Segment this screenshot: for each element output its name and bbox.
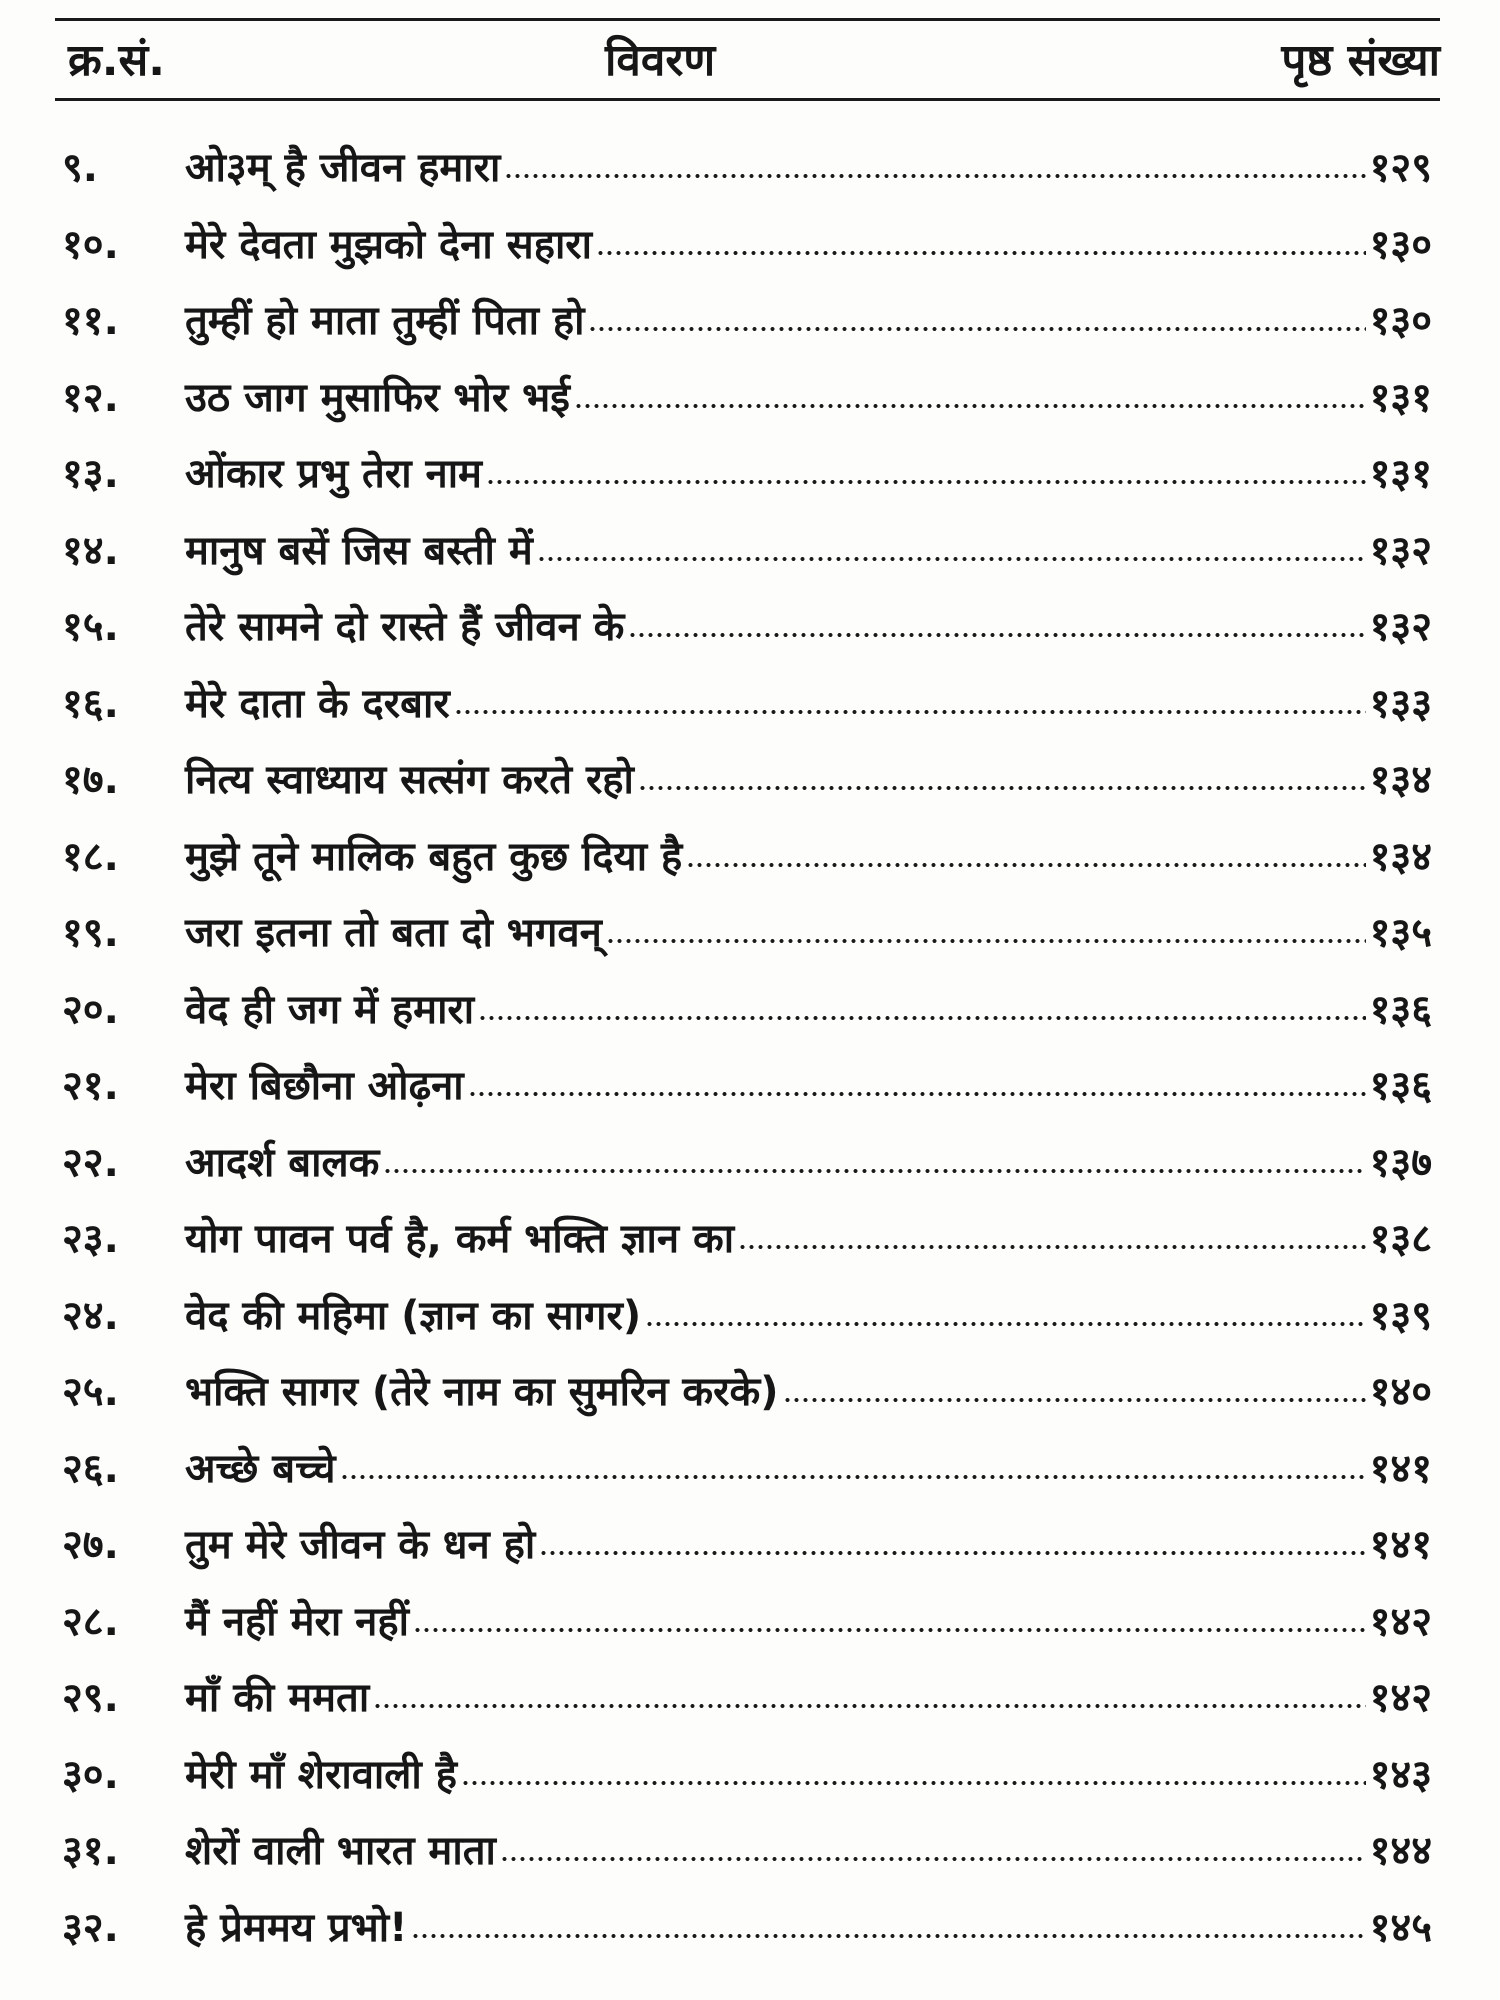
header-bottom-rule: [55, 98, 1440, 101]
toc-row: [0, 819, 1500, 896]
entry-serial-number: १०.: [62, 221, 119, 268]
entry-title: हे प्रेममय प्रभो!: [185, 1904, 408, 1951]
entry-serial-number: २०.: [62, 986, 119, 1033]
entry-serial-number: २७.: [62, 1522, 119, 1568]
entry-line: [185, 1368, 1432, 1416]
entry-page-number: १४१: [1369, 1445, 1432, 1492]
entry-line: [185, 221, 1432, 269]
dot-leader: [539, 1547, 1365, 1559]
entry-title: भक्ति सागर (तेरे नाम का सुमरिन करके): [185, 1369, 779, 1415]
entry-page-number: १४३: [1369, 1751, 1432, 1798]
entry-title: मेरा बिछौना ओढ़ना: [185, 1063, 464, 1109]
dot-leader: [574, 400, 1366, 412]
entry-page-number: १४२: [1369, 1598, 1432, 1645]
entry-page-number: १३६: [1369, 986, 1432, 1033]
entry-title: मानुष बसें जिस बस्ती में: [185, 527, 533, 574]
entry-serial-number: १५.: [62, 604, 119, 650]
entry-title: माँ की ममता: [185, 1675, 370, 1721]
entry-page-number: १३५: [1369, 910, 1432, 956]
toc-row: [0, 1431, 1500, 1508]
entry-serial-number: २९.: [62, 1675, 119, 1721]
entry-title: आदर्श बालक: [185, 1139, 380, 1186]
toc-row: [0, 513, 1500, 590]
entry-title: तुम्हीं हो माता तुम्हीं पिता हो: [185, 298, 585, 344]
entry-line: [185, 1598, 1432, 1646]
entry-serial-number: १६.: [62, 680, 119, 727]
entry-line: [185, 1445, 1432, 1493]
entry-line: [185, 1292, 1432, 1340]
entry-line: [185, 909, 1432, 957]
toc-row: [0, 1048, 1500, 1125]
entry-line: [185, 833, 1432, 881]
dot-leader: [461, 1777, 1366, 1789]
dot-leader: [686, 859, 1365, 871]
dot-leader: [738, 1241, 1365, 1253]
dot-leader: [500, 1853, 1366, 1865]
entry-serial-number: १३.: [62, 451, 119, 497]
entry-line: [185, 1674, 1432, 1722]
dot-leader: [413, 1624, 1366, 1636]
toc-row: [0, 1201, 1500, 1278]
entry-line: [185, 603, 1432, 651]
entry-page-number: १३४: [1369, 833, 1432, 880]
dot-leader: [645, 1318, 1365, 1330]
entry-serial-number: ९.: [62, 145, 98, 191]
entry-title: मुझे तूने मालिक बहुत कुछ दिया है: [185, 833, 683, 880]
entry-line: [185, 450, 1432, 498]
entry-serial-number: २६.: [62, 1445, 119, 1492]
toc-row: [0, 1584, 1500, 1661]
entry-title: मेरे देवता मुझको देना सहारा: [185, 221, 593, 268]
entry-title: मेरे दाता के दरबार: [185, 680, 450, 727]
entry-page-number: १३९: [1369, 1292, 1432, 1339]
entry-line: [185, 680, 1432, 728]
entry-page-number: १३३: [1369, 680, 1432, 727]
entry-title: ओ३म् है जीवन हमारा: [185, 145, 501, 191]
entry-title: वेद ही जग में हमारा: [185, 986, 475, 1033]
entry-serial-number: २३.: [62, 1216, 119, 1262]
entry-serial-number: २१.: [62, 1063, 119, 1109]
entry-title: मैं नहीं मेरा नहीं: [185, 1598, 409, 1645]
dot-leader: [783, 1394, 1366, 1406]
entry-title: ओंकार प्रभु तेरा नाम: [185, 451, 482, 497]
entry-title: वेद की महिमा (ज्ञान का सागर): [185, 1292, 642, 1339]
entry-serial-number: १८.: [62, 833, 119, 880]
dot-leader: [588, 323, 1365, 335]
entry-serial-number: ३०.: [62, 1751, 119, 1798]
description-column-header: विवरण: [605, 35, 716, 86]
entry-line: [185, 297, 1432, 345]
dot-leader: [537, 553, 1366, 565]
entry-serial-number: २४.: [62, 1292, 119, 1339]
entry-page-number: १४१: [1369, 1522, 1432, 1568]
entry-line: [185, 756, 1432, 804]
dot-leader: [504, 170, 1365, 182]
entry-serial-number: ३१.: [62, 1828, 119, 1874]
dot-leader: [486, 476, 1366, 488]
entry-line: [185, 1215, 1432, 1263]
entry-serial-number: ३२.: [62, 1904, 119, 1951]
entry-serial-number: २८.: [62, 1598, 119, 1645]
toc-row: [0, 1660, 1500, 1737]
entry-title: तेरे सामने दो रास्ते हैं जीवन के: [185, 604, 625, 650]
entry-page-number: १४५: [1369, 1904, 1432, 1951]
toc-row: [0, 1507, 1500, 1584]
toc-row: [0, 130, 1500, 207]
toc-row: [0, 283, 1500, 360]
entry-page-number: १४०: [1369, 1369, 1432, 1415]
entry-page-number: १२९: [1369, 145, 1432, 191]
entry-page-number: १४४: [1369, 1828, 1432, 1874]
entry-title: जरा इतना तो बता दो भगवन्: [185, 910, 602, 956]
toc-row: [0, 1125, 1500, 1202]
entry-line: [185, 1751, 1432, 1799]
toc-row: [0, 436, 1500, 513]
entry-line: [185, 1904, 1432, 1952]
toc-row: [0, 742, 1500, 819]
entry-serial-number: ११.: [62, 298, 119, 344]
entry-line: [185, 144, 1432, 192]
toc-row: [0, 207, 1500, 284]
table-header: [0, 30, 1500, 92]
toc-row: [0, 972, 1500, 1049]
entry-title: योग पावन पर्व है, कर्म भक्ति ज्ञान का: [185, 1216, 735, 1262]
toc-row: [0, 589, 1500, 666]
toc-row: [0, 666, 1500, 743]
entry-line: [185, 527, 1432, 575]
toc-row: [0, 1278, 1500, 1355]
entry-title: तुम मेरे जीवन के धन हो: [185, 1522, 536, 1568]
toc-row: [0, 1354, 1500, 1431]
entry-line: [185, 1827, 1432, 1875]
entry-title: नित्य स्वाध्याय सत्संग करते रहो: [185, 757, 634, 803]
entry-page-number: १३४: [1369, 757, 1432, 803]
entry-serial-number: २५.: [62, 1369, 119, 1415]
entry-page-number: १३२: [1369, 604, 1432, 650]
dot-leader: [454, 706, 1366, 718]
dot-leader: [373, 1700, 1365, 1712]
dot-leader: [340, 1471, 1366, 1483]
entry-page-number: १३१: [1369, 374, 1432, 421]
dot-leader: [596, 247, 1366, 259]
serial-column-header: क्र.सं.: [68, 35, 165, 86]
entry-serial-number: २२.: [62, 1139, 119, 1186]
entry-line: [185, 1062, 1432, 1110]
dot-leader: [478, 1012, 1365, 1024]
dot-leader: [628, 629, 1365, 641]
entry-title: अच्छे बच्चे: [185, 1445, 336, 1492]
entry-page-number: १३१: [1369, 451, 1432, 497]
entry-page-number: १३०: [1369, 221, 1432, 268]
toc-row: [0, 895, 1500, 972]
header-top-rule: [55, 18, 1440, 21]
entry-page-number: १३८: [1369, 1216, 1432, 1262]
dot-leader: [638, 782, 1366, 794]
entry-line: [185, 374, 1432, 422]
dot-leader: [468, 1088, 1366, 1100]
dot-leader: [411, 1930, 1365, 1942]
entry-serial-number: १२.: [62, 374, 119, 421]
entry-line: [185, 1139, 1432, 1187]
entry-title: मेरी माँ शेरावाली है: [185, 1751, 457, 1798]
entry-serial-number: १७.: [62, 757, 119, 803]
entry-page-number: १३२: [1369, 527, 1432, 574]
dot-leader: [606, 935, 1366, 947]
toc-row: [0, 1890, 1500, 1967]
entry-title: शेरों वाली भारत माता: [185, 1828, 496, 1874]
entry-title: उठ जाग मुसाफिर भोर भई: [185, 374, 570, 421]
entry-page-number: १३०: [1369, 298, 1432, 344]
toc-row: [0, 1737, 1500, 1814]
entry-line: [185, 986, 1432, 1034]
toc-row: [0, 1813, 1500, 1890]
page-column-header: पृष्ठ संख्या: [1281, 35, 1440, 86]
entry-serial-number: १४.: [62, 527, 119, 574]
table-of-contents: [0, 130, 1500, 1960]
entry-page-number: १३७: [1369, 1139, 1432, 1186]
entry-page-number: १३६: [1369, 1063, 1432, 1109]
entry-line: [185, 1521, 1432, 1569]
toc-row: [0, 360, 1500, 437]
dot-leader: [383, 1165, 1365, 1177]
entry-serial-number: १९.: [62, 910, 119, 956]
entry-page-number: १४२: [1369, 1675, 1432, 1721]
